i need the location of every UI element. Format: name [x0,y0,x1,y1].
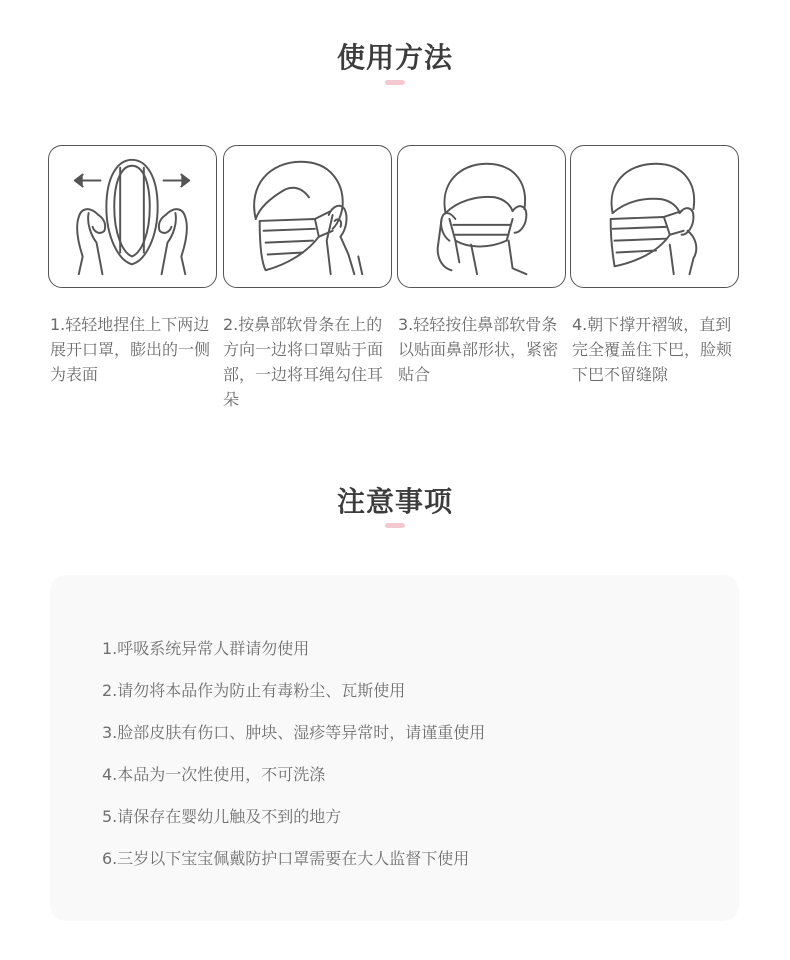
step-2-illustration [223,145,392,288]
notice-title-underline [385,523,405,528]
notice-item-1: 1.呼吸系统异常人群请勿使用 [102,639,310,658]
step-3-caption: 3.轻轻按住鼻部软骨条以贴面鼻部形状，紧密贴合 [398,315,559,384]
notice-item-5: 5.请保存在婴幼儿触及不到的地方 [102,807,342,826]
notice-panel [50,575,739,921]
usage-title-underline [385,80,405,85]
mask-nose-press-icon [398,146,565,287]
step-3-illustration [397,145,566,288]
notice-item-3: 3.脸部皮肤有伤口、肿块、湿疹等异常时，请谨重使用 [102,723,486,742]
notice-item-6: 6.三岁以下宝宝佩戴防护口罩需要在大人监督下使用 [102,849,470,868]
mask-unfold-icon [49,146,216,287]
step-1-illustration [48,145,217,288]
step-4-illustration [570,145,739,288]
mask-chin-cover-icon [571,146,738,287]
notice-title: 注意事项 [336,485,453,518]
notice-item-4: 4.本品为一次性使用，不可洗涤 [102,765,326,784]
mask-ear-loop-icon [224,146,391,287]
notice-item-2: 2.请勿将本品作为防止有毒粉尘、瓦斯使用 [102,681,406,700]
step-2-caption: 2.按鼻部软骨条在上的方向一边将口罩贴于面部，一边将耳绳勾住耳朵 [223,315,384,409]
step-1-caption: 1.轻轻地捏住上下两边展开口罩，膨出的一侧为表面 [50,315,211,384]
notice-list [102,633,485,885]
usage-title: 使用方法 [336,41,453,74]
step-4-caption: 4.朝下撑开褶皱，直到完全覆盖住下巴，脸颊下巴不留缝隙 [572,315,733,384]
